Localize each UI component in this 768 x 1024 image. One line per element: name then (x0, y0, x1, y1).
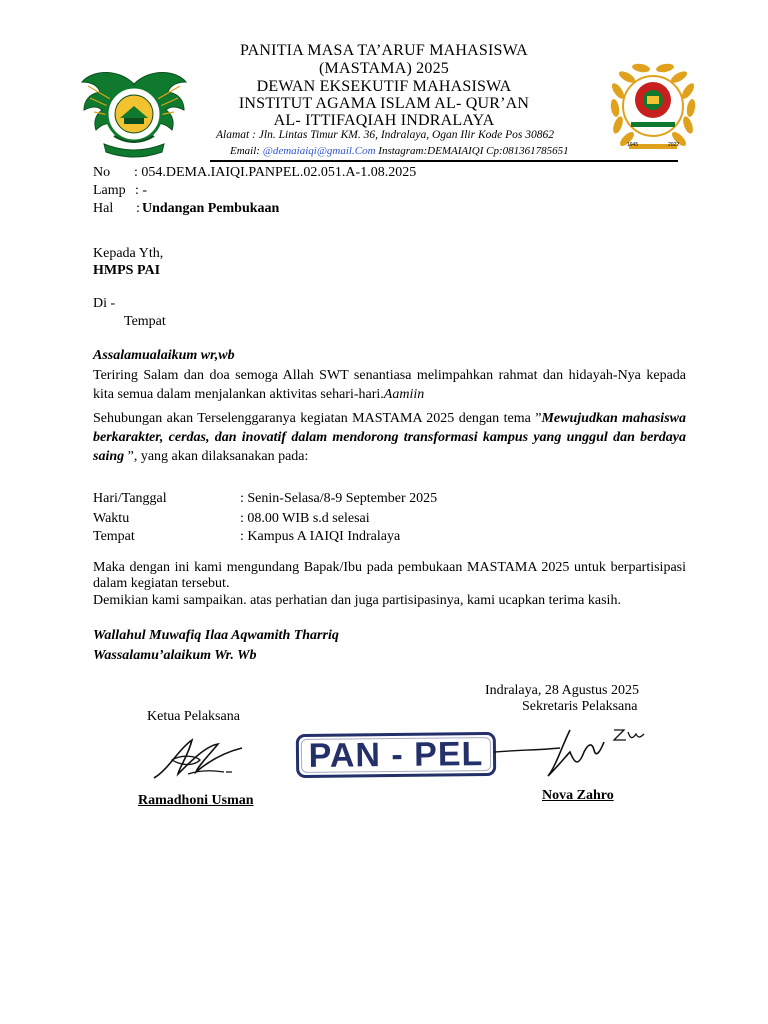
closing-motto: Wallahul Muwafiq Ilaa Aqwamith Tharriq (93, 628, 339, 643)
schedule-value: : Senin-Selasa/8-9 September 2025 (240, 491, 438, 506)
paragraph-invitation: Maka dengan ini kami mengundang Bapak/Ibu pada pembukaan MASTAMA 2025 untuk berpartisipasi dalam kegiatan tersebut. (93, 560, 686, 591)
instagram-contact: Instagram:DEMAIAIQI Cp:081361785651 (378, 145, 569, 157)
email-link[interactable]: @demaiaiqi@gmail.Com (262, 145, 376, 157)
secretary-name: Nova Zahro (542, 788, 614, 803)
header-address: Alamat : Jln. Lintas Timur KM. 36, Indralaya, Ogan Ilir Kode Pos 30862 (216, 129, 554, 141)
theme-outro: ”, yang akan dilaksanakan pada: (124, 449, 309, 464)
chair-signature (148, 730, 248, 791)
header-divider (210, 160, 678, 162)
right-logo-year-right: 2022 (668, 142, 680, 148)
recipient-di: Di - (93, 296, 116, 311)
header-contact (230, 145, 569, 157)
meta-hal-label: Hal (93, 201, 114, 216)
email-label: Email: (230, 145, 260, 157)
salam: Assalamualaikum wr,wb (93, 348, 235, 363)
recipient-name: HMPS PAI (93, 263, 161, 278)
meta-lamp-label: Lamp (93, 183, 126, 198)
secretary-signature (490, 722, 670, 787)
header-line-4: INSTITUT AGAMA ISLAM AL- QUR’AN (238, 95, 530, 112)
recipient-greeting: Kepada Yth, (93, 246, 164, 261)
place-date: Indralaya, 28 Agustus 2025 (485, 683, 639, 698)
meta-lamp-value: : - (135, 183, 148, 198)
paragraph-greeting-text: Teriring Salam dan doa semoga Allah SWT senantiasa melimpahkan rahmat dan hidayah-Nya kepada kita semua dalam menjalankan aktivitas sehari-hari. (93, 368, 686, 402)
secretary-role: Sekretaris Pelaksana (522, 699, 638, 714)
header-line-2: (MASTAMA) 2025 (319, 60, 449, 77)
paragraph-thanks: Demikian kami sampaikan. atas perhatian dan juga partisipasinya, kami ucapkan terima kasih. (93, 593, 621, 608)
schedule-label: Waktu (93, 511, 130, 526)
theme-intro: Sehubungan akan Terselenggaranya kegiatan MASTAMA 2025 dengan tema ” (93, 411, 542, 426)
schedule-label: Hari/Tanggal (93, 491, 167, 506)
recipient-tempat: Tempat (124, 314, 166, 329)
right-logo-year-left: 1945 (627, 142, 639, 148)
schedule-value: : Kampus A IAIQI Indralaya (240, 529, 401, 544)
meta-hal-value: Undangan Pembukaan (142, 201, 280, 216)
header-line-3: DEWAN EKSEKUTIF MAHASISWA (256, 78, 512, 95)
schedule-label: Tempat (93, 529, 135, 544)
header-line-1: PANITIA MASA TA’ARUF MAHASISWA (240, 42, 528, 59)
aamiin-text: Aamiin (383, 387, 425, 402)
meta-hal-sep: : (136, 201, 140, 216)
closing-wassalam: Wassalamu’alaikum Wr. Wb (93, 648, 257, 663)
meta-no-value: : 054.DEMA.IAIQI.PANPEL.02.051.A-1.08.2025 (134, 165, 417, 180)
stamp-text: PAN - PEL (308, 735, 484, 775)
theme-text: Mewujudkan mahasiswa berkarakter, cerdas, dan inovatif dalam mendorong transformasi kampus yang unggul dan berdaya saing (93, 411, 686, 464)
committee-stamp (296, 732, 496, 778)
meta-no-label: No (93, 165, 111, 180)
paragraph-theme (93, 409, 686, 466)
chair-name: Ramadhoni Usman (138, 793, 254, 808)
paragraph-greeting (93, 366, 686, 404)
schedule-value: : 08.00 WIB s.d selesai (240, 511, 370, 526)
chair-role: Ketua Pelaksana (147, 709, 240, 724)
header-line-5: AL- ITTIFAQIAH INDRALAYA (273, 112, 495, 129)
